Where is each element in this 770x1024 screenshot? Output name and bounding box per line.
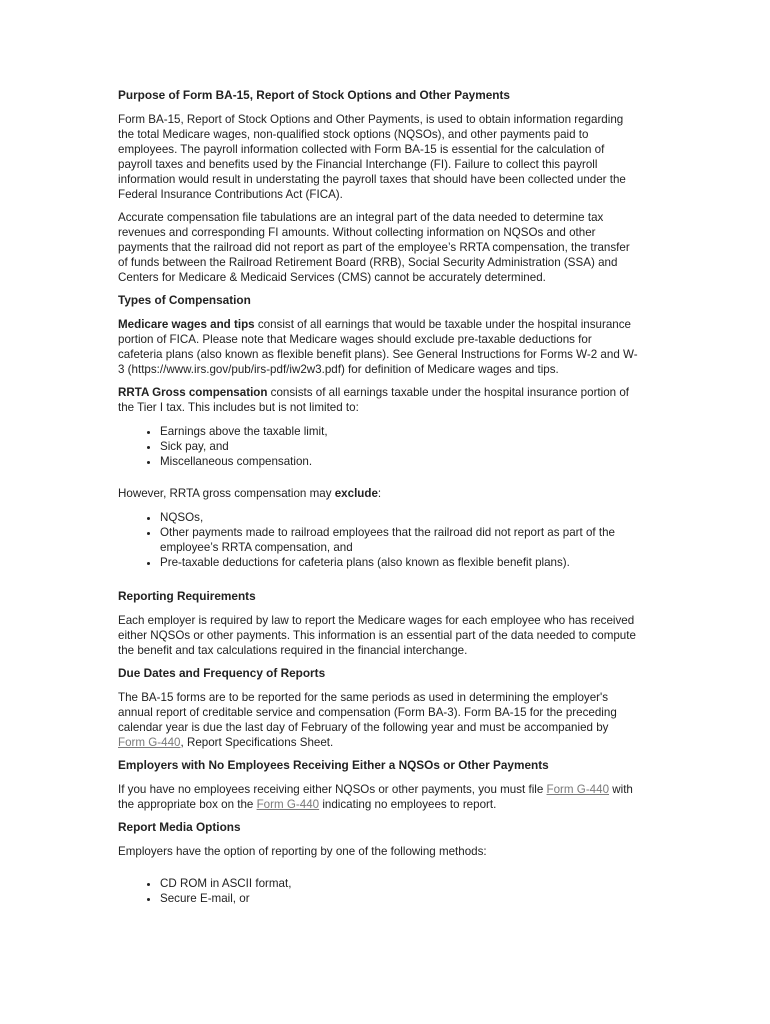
medicare-term: Medicare wages and tips [118,318,255,331]
no-employees-text-end: indicating no employees to report. [319,798,497,811]
form-g440-link[interactable]: Form G-440 [256,798,320,811]
list-item: • Pre-taxable deductions for cafeteria plans (also known as flexible benefit plans). [160,555,638,570]
paragraph-report-media: Employers have the option of reporting by one of the following methods: [118,845,487,858]
form-g440-link[interactable]: Form G-440 [546,783,610,796]
due-dates-text-end: , Report Specifications Sheet. [180,736,334,749]
list-item: • Miscellaneous compensation. [160,454,638,469]
no-employees-text-mid: with the appropriate box on the [118,783,633,811]
heading-due-dates: Due Dates and Frequency of Reports [118,666,326,680]
paragraph-medicare-wages [118,317,638,377]
list-item: • NQSOs, [160,510,638,525]
list-item: • Secure E-mail, or [160,891,638,906]
exclude-intro-text: However, RRTA gross compensation may [118,487,335,500]
document-page [118,88,638,923]
paragraph-rrta-gross [118,385,638,415]
heading-no-employees: Employers with No Employees Receiving Either a NQSOs or Other Payments [118,758,549,772]
list-item: • CD ROM in ASCII format, [160,876,638,891]
paragraph-due-dates [118,690,638,750]
form-g440-link[interactable]: Form G-440 [118,736,181,749]
due-dates-text: The BA-15 forms are to be reported for the same periods as used in determining the employer's annual report of creditable service and compensation (Form BA-3). Form BA-15 for the preceding calendar year is due the last day of February of the following year and must be accompanied by [118,691,617,734]
heading-reporting-requirements: Reporting Requirements [118,589,256,603]
media-list [118,876,638,906]
paragraph-no-employees [118,782,638,812]
exclude-colon: : [377,487,382,500]
no-employees-text: If you have no employees receiving either NQSOs or other payments, you must file [118,783,547,796]
heading-report-media: Report Media Options [118,820,241,834]
rrta-definition: consists of all earnings taxable under the hospital insurance portion of the Tier I tax. This includes but is not limited to: [118,386,630,414]
rrta-term: RRTA Gross compensation [118,386,268,399]
medicare-definition: consist of all earnings that would be taxable under the hospital insurance portion of FICA. Please note that Medicare wages should exclude pre-taxable deductions for cafeteria plans (also known as flexible benefit plans). See General Instructions for Forms W-2 and W-3 (https://www.irs.gov/pub/irs-pdf/iw2w3.pdf) for definition of Medicare wages and tips. [118,318,638,376]
list-item: • Earnings above the taxable limit, [160,424,638,439]
paragraph-purpose: Form BA-15, Report of Stock Options and Other Payments, is used to obtain information regarding the total Medicare wages, non-qualified stock options (NQSOs), and other payments paid to employees. The payroll information collected with Form BA-15 is essential for the calculation of payroll taxes and benefits used by the Financial Interchange (FI). Failure to collect this payroll information would result in understating the payroll taxes that should have been collected under the Federal Insurance Contributions Act (FICA). [118,113,626,201]
paragraph-reporting: Each employer is required by law to report the Medicare wages for each employee who has received either NQSOs or other payments. This information is an essential part of the data needed to compute the benefit and tax calculations required in the financial interchange. [118,614,636,657]
paragraph-exclude-intro [118,486,638,501]
include-list [118,424,638,469]
exclude-word: exclude [334,487,378,500]
paragraph-tabulations: Accurate compensation file tabulations are an integral part of the data needed to determine tax revenues and corresponding FI amounts. Without collecting information on NQSOs and other payments that the railroad did not report as part of the employee’s RRTA compensation, the transfer of funds between the Railroad Retirement Board (RRB), Social Security Administration (SSA) and Centers for Medicare & Medicaid Services (CMS) cannot be accurately determined. [118,211,630,284]
list-item: • Other payments made to railroad employees that the railroad did not report as part of the employee’s RRTA compensation, and [160,525,638,555]
heading-purpose: Purpose of Form BA-15, Report of Stock Options and Other Payments [118,88,510,102]
list-item: • Sick pay, and [160,439,638,454]
exclude-list [118,510,638,570]
heading-types-of-compensation: Types of Compensation [118,293,251,307]
